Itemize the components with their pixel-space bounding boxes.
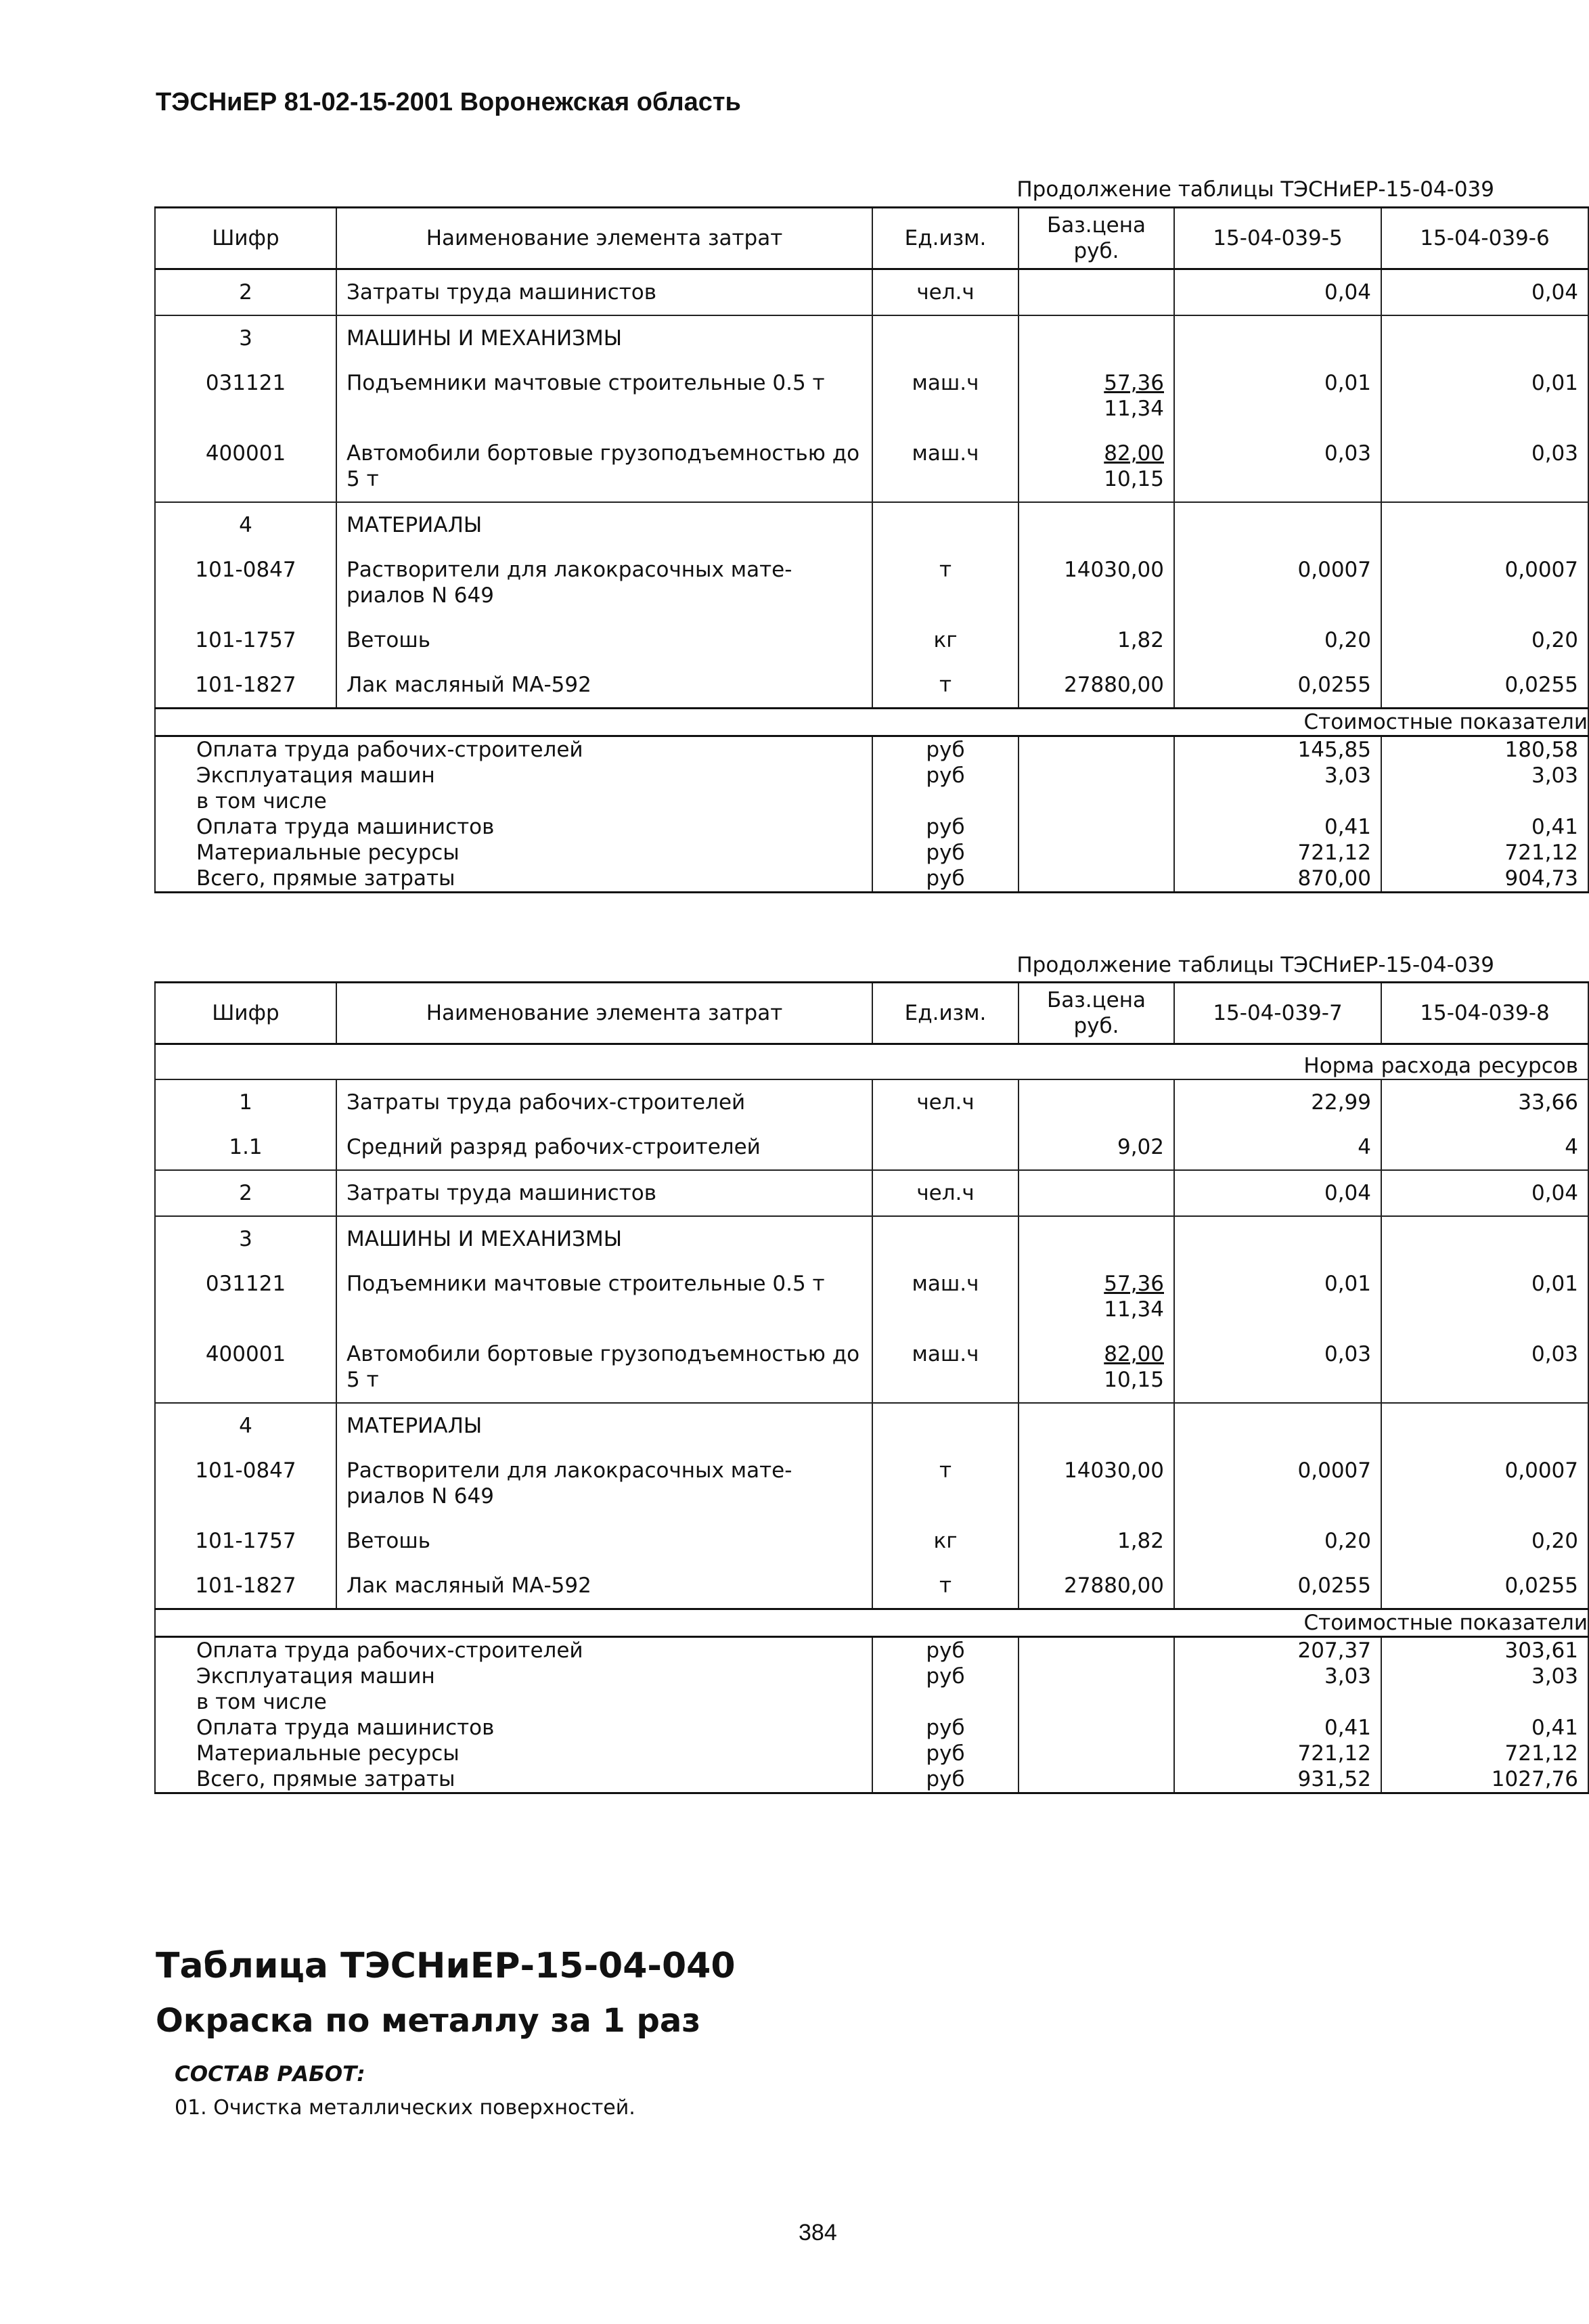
row-value-2: 0,0007 [1381,1448,1588,1519]
cost-unit: руб [872,1663,1019,1689]
row-value-1: 0,03 [1174,431,1381,502]
cost-value-2: 0,41 [1381,814,1588,840]
row-unit [872,1125,1019,1170]
col-header-unit: Ед.изм. [872,208,1019,269]
cost-unit: руб [872,763,1019,788]
row-price [1019,1261,1174,1332]
row-name: Растворители для лакокрасочных мате-риалов N 649 [336,1448,872,1519]
section-title: Таблица ТЭСНиЕР-15-04-040 [156,1946,736,1986]
cost-name: в том числе [155,788,872,814]
row-code: 101-1827 [155,663,336,709]
col-header-unit: Ед.изм. [872,983,1019,1044]
col-header-code: Шифр [155,983,336,1044]
row-value-1: 0,0255 [1174,1563,1381,1609]
cost-price-blank [1019,736,1174,763]
price-total: 27880,00 [1064,1573,1164,1598]
cost-unit: руб [872,866,1019,893]
cost-row [155,1741,1588,1766]
cost-name: Оплата труда машинистов [155,814,872,840]
row-code: 4 [155,1403,336,1448]
price-wage: 10,15 [1104,1368,1164,1392]
row-price [1019,1079,1174,1125]
cost-row [155,840,1588,866]
row-value-2 [1381,502,1588,548]
table1-continuation-note: Продолжение таблицы ТЭСНиЕР-15-04-039 [1016,177,1494,202]
row-unit: чел.ч [872,269,1019,316]
row-unit: кг [872,1519,1019,1563]
row-value-2: 4 [1381,1125,1588,1170]
row-name: Подъемники мачтовые строительные 0.5 т [336,361,872,431]
table-row [155,1079,1588,1125]
row-unit: маш.ч [872,431,1019,502]
work-item: 01. Очистка металлических поверхностей. [175,2096,635,2120]
cost-value-1 [1174,788,1381,814]
col-header-code: Шифр [155,208,336,269]
price-total: 57,36 [1104,371,1164,395]
price-total: 1,82 [1117,1529,1164,1553]
table-row [155,1519,1588,1563]
cost-price-blank [1019,763,1174,788]
cost-price-blank [1019,814,1174,840]
row-value-1: 0,03 [1174,1332,1381,1403]
cost-name: Оплата труда рабочих-строителей [155,736,872,763]
cost-row [155,788,1588,814]
cost-price-blank [1019,788,1174,814]
price-wage: 11,34 [1104,397,1164,421]
cost-value-1: 721,12 [1174,840,1381,866]
row-price [1019,315,1174,361]
row-price [1019,548,1174,618]
row-value-1: 0,20 [1174,618,1381,663]
row-code: 101-1757 [155,618,336,663]
row-name: Лак масляный МА-592 [336,1563,872,1609]
table-row [155,1403,1588,1448]
row-unit [872,502,1019,548]
table-row [155,1125,1588,1170]
row-value-1: 0,04 [1174,269,1381,316]
cost-name: Материальные ресурсы [155,840,872,866]
composition-label: СОСТАВ РАБОТ: [175,2062,365,2086]
col-header-price: Баз.цена руб. [1019,983,1174,1044]
row-value-1: 22,99 [1174,1079,1381,1125]
row-value-2 [1381,315,1588,361]
row-code: 101-0847 [155,1448,336,1519]
cost-value-2: 904,73 [1381,866,1588,893]
cost-row [155,1766,1588,1793]
row-code: 2 [155,269,336,316]
row-unit [872,315,1019,361]
section-subtitle: Окраска по металлу за 1 раз [156,2002,701,2040]
col-header-variant-1: 15-04-039-5 [1174,208,1381,269]
price-total: 82,00 [1104,1342,1164,1366]
row-code: 1 [155,1079,336,1125]
cost-unit: руб [872,736,1019,763]
table-row [155,618,1588,663]
cost-price-blank [1019,1715,1174,1741]
row-value-2 [1381,1216,1588,1261]
row-name: Затраты труда рабочих-строителей [336,1079,872,1125]
row-value-2: 0,01 [1381,361,1588,431]
cost-value-2: 1027,76 [1381,1766,1588,1793]
cost-value-2: 721,12 [1381,1741,1588,1766]
row-value-1: 0,0007 [1174,548,1381,618]
cost-heading-blank [155,1609,1174,1637]
cost-name: Оплата труда машинистов [155,1715,872,1741]
row-unit: маш.ч [872,1261,1019,1332]
cost-value-2: 303,61 [1381,1637,1588,1664]
row-unit [872,1403,1019,1448]
cost-value-2: 0,41 [1381,1715,1588,1741]
cost-row [155,763,1588,788]
row-code: 101-1757 [155,1519,336,1563]
row-unit: кг [872,618,1019,663]
cost-unit: руб [872,1741,1019,1766]
cost-row [155,1689,1588,1715]
row-value-1: 0,0007 [1174,1448,1381,1519]
row-value-2: 0,04 [1381,1170,1588,1216]
col-header-variant-2: 15-04-039-8 [1381,983,1588,1044]
table-row [155,502,1588,548]
cost-price-blank [1019,1663,1174,1689]
row-value-1 [1174,315,1381,361]
cost-value-2: 721,12 [1381,840,1588,866]
price-total: 82,00 [1104,441,1164,466]
table-row [155,315,1588,361]
cost-row [155,1663,1588,1689]
row-name: Затраты труда машинистов [336,269,872,316]
cost-row [155,1715,1588,1741]
cost-name: Всего, прямые затраты [155,866,872,893]
row-value-2 [1381,1403,1588,1448]
row-price [1019,269,1174,316]
row-value-2: 0,04 [1381,269,1588,316]
table-row [155,269,1588,316]
table1-body [155,269,1588,893]
price-total: 27880,00 [1064,673,1164,697]
row-value-2: 0,0255 [1381,1563,1588,1609]
table-row [155,1170,1588,1216]
row-name: Автомобили бортовые грузоподъемностью до 5 т [336,431,872,502]
cost-value-1: 931,52 [1174,1766,1381,1793]
row-name: Ветошь [336,618,872,663]
table-row [155,431,1588,502]
cost-row [155,866,1588,893]
table2 [154,981,1589,1794]
row-value-1: 0,01 [1174,361,1381,431]
cost-name: в том числе [155,1689,872,1715]
price-total: 1,82 [1117,628,1164,652]
row-unit: т [872,1563,1019,1609]
cost-value-1: 0,41 [1174,1715,1381,1741]
row-code: 400001 [155,1332,336,1403]
cost-unit: руб [872,1715,1019,1741]
row-value-1 [1174,1216,1381,1261]
row-name: МАШИНЫ И МЕХАНИЗМЫ [336,315,872,361]
row-code: 101-0847 [155,548,336,618]
cost-value-1: 207,37 [1174,1637,1381,1664]
cost-value-2 [1381,788,1588,814]
cost-value-2 [1381,1689,1588,1715]
table-row [155,548,1588,618]
row-unit: т [872,548,1019,618]
cost-value-1: 145,85 [1174,736,1381,763]
table-row [155,361,1588,431]
row-price [1019,502,1174,548]
row-name: МАШИНЫ И МЕХАНИЗМЫ [336,1216,872,1261]
cost-price-blank [1019,866,1174,893]
table1 [154,206,1589,893]
col-header-variant-1: 15-04-039-7 [1174,983,1381,1044]
cost-price-blank [1019,1689,1174,1715]
cost-heading-blank [155,709,1174,736]
cost-value-2: 180,58 [1381,736,1588,763]
cost-heading: Стоимостные показатели [1174,1609,1588,1637]
row-code: 101-1827 [155,1563,336,1609]
row-unit: маш.ч [872,1332,1019,1403]
row-name: Средний разряд рабочих-строителей [336,1125,872,1170]
row-price [1019,1170,1174,1216]
row-value-2: 0,0255 [1381,663,1588,709]
row-unit: т [872,663,1019,709]
table-row [155,1261,1588,1332]
row-name: Подъемники мачтовые строительные 0.5 т [336,1261,872,1332]
row-name: МАТЕРИАЛЫ [336,502,872,548]
cost-name: Эксплуатация машин [155,1663,872,1689]
row-value-1: 0,01 [1174,1261,1381,1332]
cost-value-1: 3,03 [1174,763,1381,788]
cost-value-1: 721,12 [1174,1741,1381,1766]
row-name: Лак масляный МА-592 [336,663,872,709]
row-value-2: 0,03 [1381,431,1588,502]
cost-unit: руб [872,840,1019,866]
row-price [1019,1125,1174,1170]
cost-value-2: 3,03 [1381,763,1588,788]
cost-name: Всего, прямые затраты [155,1766,872,1793]
row-price [1019,1403,1174,1448]
row-code: 031121 [155,361,336,431]
table2-body [155,1044,1588,1793]
row-code: 2 [155,1170,336,1216]
table-row [155,1216,1588,1261]
price-total: 14030,00 [1064,1458,1164,1483]
row-value-2: 0,20 [1381,618,1588,663]
row-value-1: 0,20 [1174,1519,1381,1563]
cost-value-1: 0,41 [1174,814,1381,840]
row-unit: чел.ч [872,1170,1019,1216]
row-price [1019,663,1174,709]
row-value-1 [1174,1403,1381,1448]
table-row [155,1563,1588,1609]
row-price [1019,1216,1174,1261]
cost-price-blank [1019,1741,1174,1766]
row-value-1: 0,04 [1174,1170,1381,1216]
cost-name: Материальные ресурсы [155,1741,872,1766]
cost-row [155,1637,1588,1664]
row-name: Автомобили бортовые грузоподъемностью до 5 т [336,1332,872,1403]
price-wage: 10,15 [1104,467,1164,491]
cost-value-1 [1174,1689,1381,1715]
row-value-2: 33,66 [1381,1079,1588,1125]
cost-price-blank [1019,1637,1174,1664]
row-value-2: 0,03 [1381,1332,1588,1403]
col-header-name: Наименование элемента затрат [336,208,872,269]
row-price [1019,618,1174,663]
row-price [1019,431,1174,502]
row-code: 031121 [155,1261,336,1332]
cost-row [155,736,1588,763]
cost-value-2: 3,03 [1381,1663,1588,1689]
document-header: ТЭСНиЕР 81-02-15-2001 Воронежская область [156,88,741,116]
cost-heading-row [155,1609,1588,1637]
row-name: Затраты труда машинистов [336,1170,872,1216]
row-name: Ветошь [336,1519,872,1563]
row-value-1 [1174,502,1381,548]
norm-heading-row [155,1044,1588,1080]
table-row [155,663,1588,709]
row-value-2: 0,0007 [1381,548,1588,618]
cost-unit: руб [872,1766,1019,1793]
cost-value-1: 870,00 [1174,866,1381,893]
col-header-price: Баз.цена руб. [1019,208,1174,269]
row-value-2: 0,20 [1381,1519,1588,1563]
table-row [155,1448,1588,1519]
row-price [1019,1563,1174,1609]
row-value-2: 0,01 [1381,1261,1588,1332]
row-unit: чел.ч [872,1079,1019,1125]
cost-value-1: 3,03 [1174,1663,1381,1689]
cost-heading-row [155,709,1588,736]
row-code: 1.1 [155,1125,336,1170]
cost-heading: Стоимостные показатели [1174,709,1588,736]
table2-continuation-note: Продолжение таблицы ТЭСНиЕР-15-04-039 [1016,953,1494,977]
row-code: 4 [155,502,336,548]
table-row [155,1332,1588,1403]
cost-price-blank [1019,840,1174,866]
page-number: 384 [799,2220,837,2245]
row-price [1019,361,1174,431]
row-price [1019,1519,1174,1563]
cost-unit: руб [872,814,1019,840]
row-value-1: 0,0255 [1174,663,1381,709]
col-header-variant-2: 15-04-039-6 [1381,208,1588,269]
row-name: МАТЕРИАЛЫ [336,1403,872,1448]
row-code: 3 [155,315,336,361]
price-total: 14030,00 [1064,558,1164,582]
cost-price-blank [1019,1766,1174,1793]
cost-unit [872,788,1019,814]
price-total: 9,02 [1117,1135,1164,1159]
row-price [1019,1448,1174,1519]
price-wage: 11,34 [1104,1297,1164,1322]
norm-heading: Норма расхода ресурсов [155,1044,1588,1080]
cost-name: Эксплуатация машин [155,763,872,788]
row-code: 3 [155,1216,336,1261]
row-unit [872,1216,1019,1261]
price-total: 57,36 [1104,1272,1164,1296]
row-code: 400001 [155,431,336,502]
row-name: Растворители для лакокрасочных мате-риалов N 649 [336,548,872,618]
cost-name: Оплата труда рабочих-строителей [155,1637,872,1664]
row-unit: маш.ч [872,361,1019,431]
col-header-name: Наименование элемента затрат [336,983,872,1044]
cost-unit [872,1689,1019,1715]
row-unit: т [872,1448,1019,1519]
cost-unit: руб [872,1637,1019,1664]
row-value-1: 4 [1174,1125,1381,1170]
cost-row [155,814,1588,840]
row-price [1019,1332,1174,1403]
